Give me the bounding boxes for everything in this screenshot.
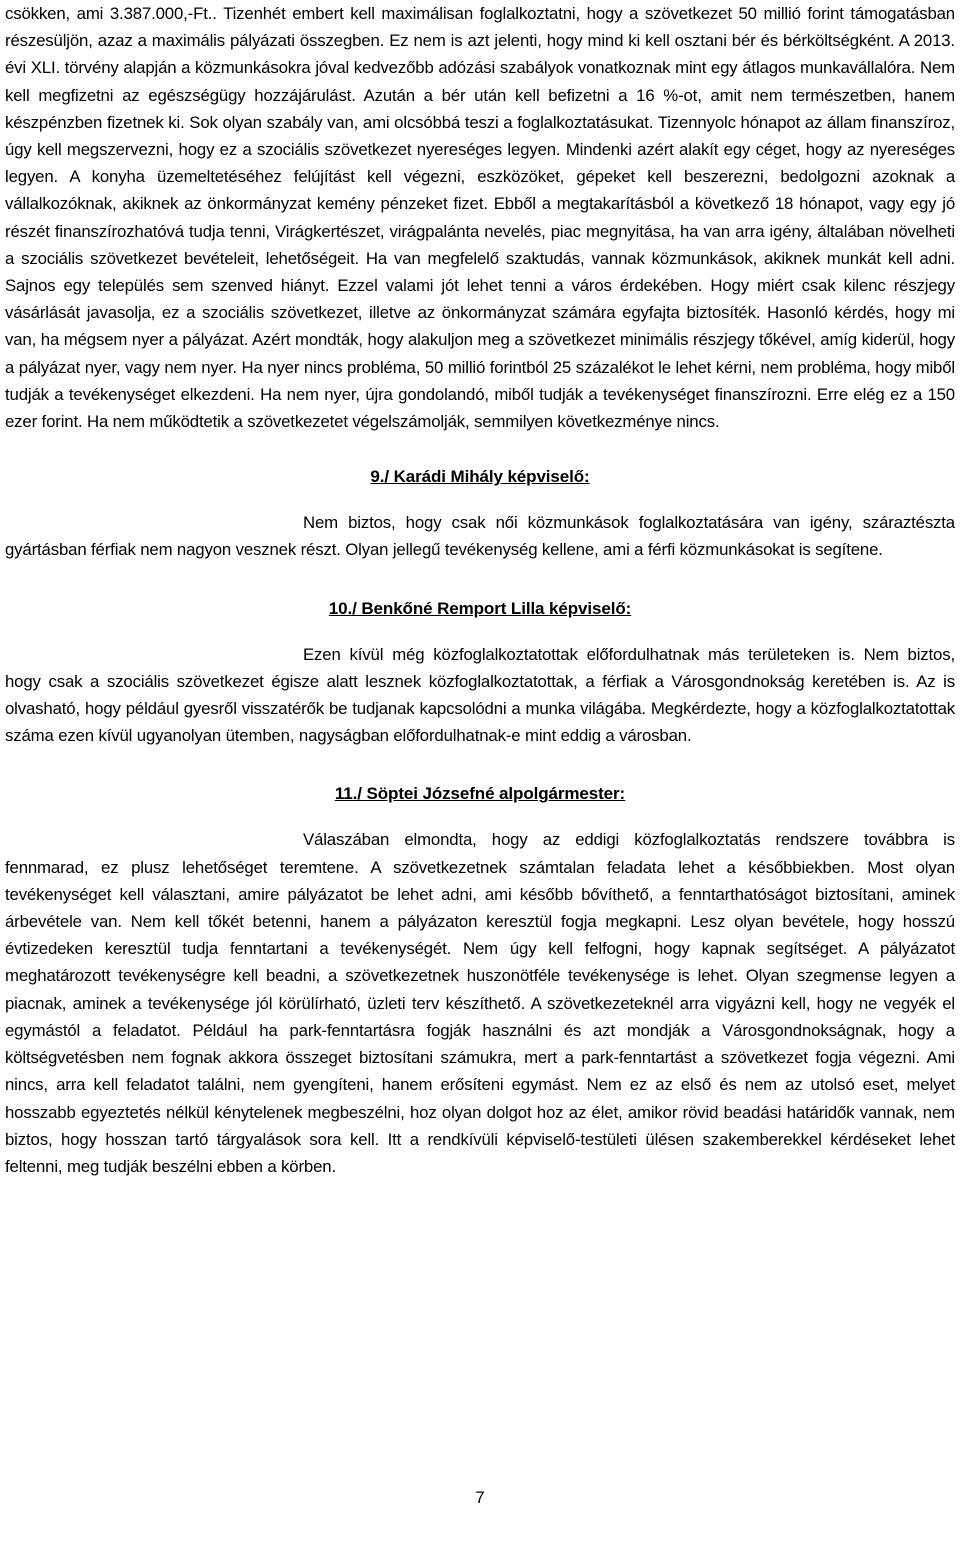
paragraph-karadi: Nem biztos, hogy csak női közmunkások foglalkoztatására van igény, száraztészta gyártásban férfiak nem nagyon vesznek részt. Olyan jellegű tevékenység kellene, ami a férfi közmunkásokat is segítene. [5,513,955,560]
heading-karadi: 9./ Karádi Mihály képviselő: [370,467,590,487]
document-page [5,0,955,1180]
paragraph-soptei: Válaszában elmondta, hogy az eddigi közfoglalkoztatás rendszere továbbra is fennmarad, ez plusz lehetőséget teremtene. A szövetkezetnek számtalan feladata lehet a későbbiekben. Most olyan tevékenységet kell választani, amire pályázatot be lehet adni, ami később bővíthető, a fenntarthatóságot biztosítani, aminek árbevétele van. Nem kell tőkét betenni, hanem a pályázaton keresztül fogja megkapni. Lesz olyan bevétele, hogy hosszú évtizedeken keresztül tudja fenntartani a tevékenységét. Nem úgy kell felfogni, hogy kapnak segítséget. A pályázatot meghatározott tevékenységre kell beadni, a szövetkezetnek huszonötféle tevékenysége is lehet. Olyan szegmense legyen a piacnak, aminek a tevékenysége jól körülírható, üzleti terv készíthető. A szövetkezeteknél arra vigyázni kell, hogy ne vegyék el egymástól a feladatot. Például ha park-fenntartásra fogják használni és azt mondják a Városgondnokságnak, hogy a költségvetésben nem fognak akkora összeget biztosítani számukra, mert a park-fenntartást a szövetkezet fogja végezni. Ami nincs, arra kell feladatot találni, nem gyengíteni, hanem erősíteni egymást. Nem ez az első és nem az utolsó eset, melyet hosszabb egyeztetés nélkül kénytelenek megbeszélni, hoz olyan dolgot hoz az élet, amikor rövid beadási határidők vannak, nem biztos, hogy hosszan tartó tárgyalások sora kell. Itt a rendkívüli képviselő-testületi ülésen szakemberekkel kérdéseket lehet feltenni, meg tudják beszélni ebben a körben. [5,830,955,1176]
paragraph-benkone: Ezen kívül még közfoglalkoztatottak előfordulhatnak más területeken is. Nem biztos, hogy csak a szociális szövetkezet égisze alatt lesznek közfoglalkoztatottak, a férfiak a Városgondnokság keretében is. Az is olvasható, hogy például gyesről visszatérők be tudjanak kapcsolódni a munka világába. Megkérdezte, hogy a közfoglalkoztatottak száma ezen kívül ugyanolyan ütemben, nagyságban előfordulhatnak-e mint eddig a városban. [5,644,955,746]
page-number: 7 [475,1489,485,1507]
heading-benkone: 10./ Benkőné Remport Lilla képviselő: [328,598,632,618]
heading-soptei: 11./ Söptei Józsefné alpolgármester: [334,784,626,804]
paragraph-intro: csökken, ami 3.387.000,-Ft.. Tizenhét embert kell maximálisan foglalkoztatni, hogy a szövetkezet 50 millió forint támogatásban részesüljön, azaz a maximális pályázati összegben. Ez nem is azt jelenti, hogy mind ki kell osztani bér és bérköltségként. A 2013. évi XLI. törvény alapján a közmunkásokra jóval kedvezőbb adózási szabályok vonatkoznak mint egy átlagos munkavállalóra. Nem kell megfizetni az egészségügy hozzájárulást. Azután a bér után kell befizetni a 16 %-ot, amit nem természetben, hanem készpénzben fizetnek ki. Sok olyan szabály van, ami olcsóbbá teszi a foglalkoztatásukat. Tizennyolc hónapot az állam finanszíroz, úgy kell megszervezni, hogy ez a szociális szövetkezet nyereséges legyen. Mindenki azért alakít egy céget, hogy az nyereséges legyen. A konyha üzemeltetéséhez felújítást kell végezni, eszközöket, gépeket kell beszerezni, bedolgozni azoknak a vállalkozóknak, akiknek az önkormányzat kemény pénzeket fizet. Ebből a megtakarításból a következő 18 hónapot, vagy egy jó részét finanszírozhatóvá tudja tenni, Virágkertészet, virágpalánta nevelés, piac megnyitása, ha van arra igény, általában növelheti a szociális szövetkezet bevételeit, lehetőségeit. Ha van megfelelő szaktudás, vannak közmunkások, akiknek munkát kell adni. Sajnos egy település sem szenved hiányt. Ezzel valami jót lehet tenni a város érdekében. Hogy miért csak kilenc részjegy vásárlását javasolja, ez a szociális szövetkezet, illetve az önkormányzat számára egyfajta biztosíték. Hasonló kérdés, hogy mi van, ha mégsem nyer a pályázat. Azért mondták, hogy alakuljon meg a szövetkezet minimális részjegy tőkével, amíg kiderül, hogy a pályázat nyer, vagy nem nyer. Ha nyer nincs probléma, 50 millió forintból 25 százalékot le lehet kérni, nem probléma, hogy miből tudják a tevékenységet elkezdeni. Ha nem nyer, újra gondolandó, miből tudják a tevékenységet finanszírozni. Erre elég ez a 150 ezer forint. Ha nem működtetik a szövetkezetet végelszámolják, semmilyen következménye nincs. [5,4,955,432]
